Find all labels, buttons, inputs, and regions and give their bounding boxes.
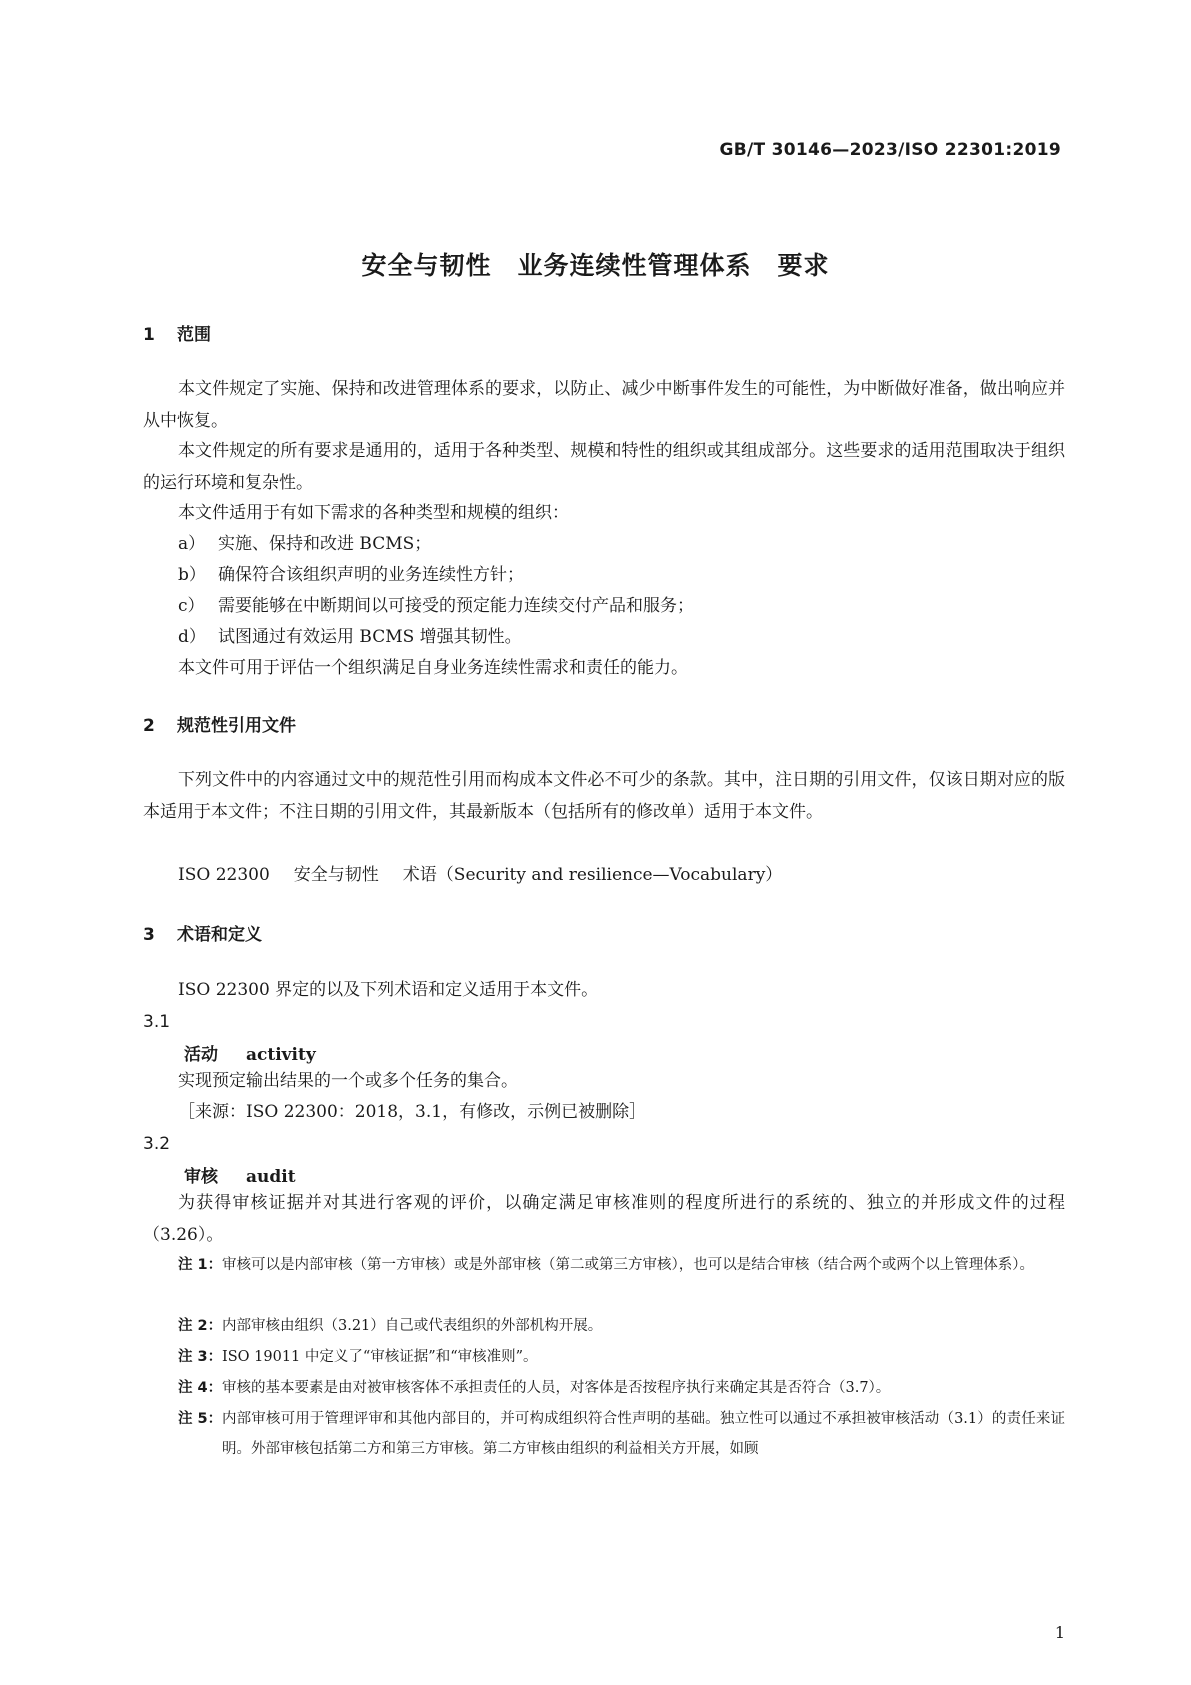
reference-code: ISO 22300 (178, 865, 270, 885)
note (178, 1373, 1065, 1403)
list-item-text: 确保符合该组织声明的业务连续性方针； (218, 565, 524, 585)
note (178, 1311, 1065, 1341)
note-label: 注 2： (178, 1318, 223, 1334)
paragraph: 本文件规定的所有要求是通用的，适用于各种类型、规模和特性的组织或其组成部分。这些要求的适用范围取决于组织的运行环境和复杂性。 (143, 441, 1065, 493)
note (178, 1250, 1065, 1280)
note-label: 注 5： (178, 1411, 223, 1427)
page-number: 1 (1054, 1623, 1065, 1642)
term-definition: 为获得审核证据并对其进行客观的评价，以确定满足审核准则的程度所进行的系统的、独立的并形成文件的过程（3.26）。 (143, 1193, 1065, 1245)
term-english: activity (246, 1045, 316, 1065)
section-heading-normative-references (143, 711, 296, 736)
note-text: 内部审核可用于管理评审和其他内部目的，并可构成组织符合性声明的基础。独立性可以通过不承担被审核活动（3.1）的责任来证明。外部审核包括第二方和第三方审核。第二方审核由组织的利益相关方开展，如顾 (222, 1411, 1065, 1457)
paragraph: 本文件适用于有如下需求的各种类型和规模的组织： (178, 503, 569, 523)
note-text: 内部审核由组织（3.21）自己或代表组织的外部机构开展。 (222, 1318, 603, 1334)
list-item-text: 需要能够在中断期间以可接受的预定能力连续交付产品和服务； (218, 596, 694, 616)
section-heading-scope (143, 320, 211, 345)
section-number: 2 (143, 716, 155, 736)
normative-reference (178, 859, 782, 891)
term-chinese: 审核 (184, 1167, 218, 1187)
document-title: 安全与韧性 业务连续性管理体系 要求 (361, 251, 830, 280)
paragraph: ISO 22300 界定的以及下列术语和定义适用于本文件。 (178, 980, 599, 1000)
list-item-label: b） (178, 565, 206, 585)
list-item-label: d） (178, 627, 206, 647)
list-item-text: 实施、保持和改进 BCMS； (218, 534, 432, 554)
paragraph: 本文件规定了实施、保持和改进管理体系的要求，以防止、减少中断事件发生的可能性，为中断做好准备，做出响应并从中恢复。 (143, 379, 1065, 431)
list-item (178, 590, 694, 622)
list-item-text: 试图通过有效运用 BCMS 增强其韧性。 (218, 627, 522, 647)
list-item-label: c） (178, 596, 205, 616)
note (178, 1404, 1065, 1464)
note-label: 注 3： (178, 1349, 223, 1365)
section-number: 1 (143, 325, 155, 345)
note-text: ISO 19011 中定义了“审核证据”和“审核准则”。 (222, 1349, 538, 1365)
note-text: 审核可以是内部审核（第一方审核）或是外部审核（第二或第三方审核），也可以是结合审核（结合两个或两个以上管理体系）。 (222, 1257, 1034, 1273)
reference-name: 安全与韧性 (293, 865, 379, 885)
note-label: 注 4： (178, 1380, 223, 1396)
note-label: 注 1： (178, 1257, 223, 1273)
note (178, 1342, 1065, 1372)
reference-title: 术语（Security and resilience—Vocabulary） (402, 865, 783, 885)
term-definition: 实现预定输出结果的一个或多个任务的集合。 (178, 1071, 518, 1091)
section-number: 3 (143, 925, 155, 945)
term-english: audit (246, 1167, 296, 1187)
standard-code: GB/T 30146—2023/ISO 22301:2019 (719, 140, 1061, 160)
term-number: 3.2 (143, 1134, 171, 1154)
list-item (178, 621, 522, 653)
term-chinese: 活动 (184, 1045, 218, 1065)
paragraph: 本文件可用于评估一个组织满足自身业务连续性需求和责任的能力。 (178, 658, 688, 678)
term-source: ［来源：ISO 22300：2018，3.1，有修改，示例已被删除］ (178, 1102, 647, 1122)
list-item (178, 559, 524, 591)
term-entry (184, 1040, 316, 1065)
section-heading-terms (143, 920, 262, 945)
section-title: 规范性引用文件 (177, 716, 296, 736)
list-item-label: a） (178, 534, 206, 554)
note-text: 审核的基本要素是由对被审核客体不承担责任的人员，对客体是否按程序执行来确定其是否符合（3.7）。 (222, 1380, 891, 1396)
section-title: 术语和定义 (177, 925, 262, 945)
section-title: 范围 (177, 325, 211, 345)
paragraph: 下列文件中的内容通过文中的规范性引用而构成本文件必不可少的条款。其中，注日期的引用文件，仅该日期对应的版本适用于本文件；不注日期的引用文件，其最新版本（包括所有的修改单）适用于本文件。 (143, 770, 1065, 822)
term-number: 3.1 (143, 1012, 171, 1032)
term-entry (184, 1162, 296, 1187)
list-item (178, 528, 431, 560)
